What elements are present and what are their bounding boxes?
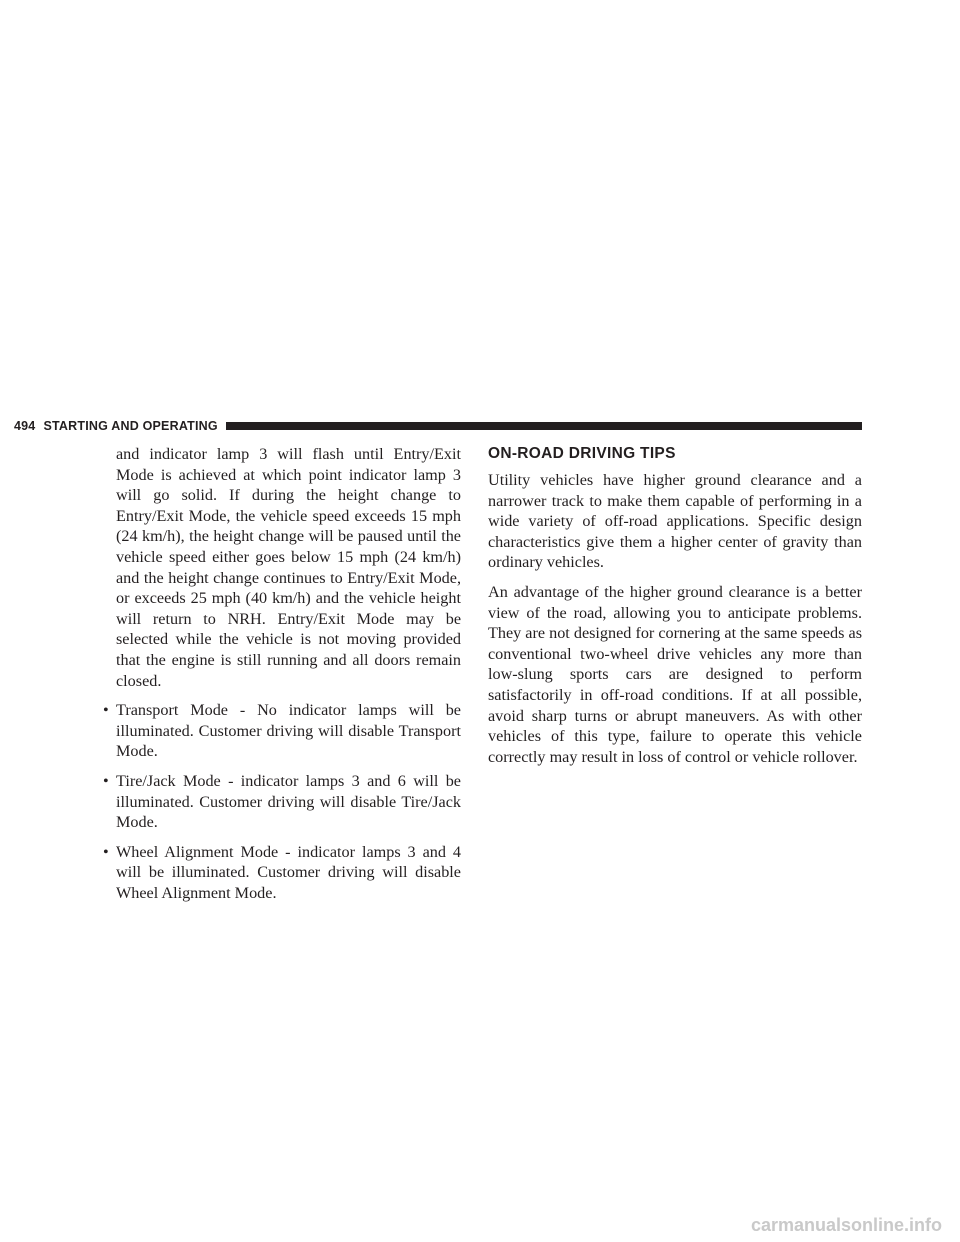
page-header bbox=[14, 418, 862, 434]
mode-list bbox=[103, 700, 461, 903]
list-item-text: Tire/Jack Mode - indicator lamps 3 and 6 will be illuminated. Customer driving will disable Tire/Jack Mode. bbox=[116, 771, 461, 832]
list-item-text: Wheel Alignment Mode - indicator lamps 3 and 4 will be illuminated. Customer driving will disable Wheel Alignment Mode. bbox=[116, 842, 461, 902]
list-item-text: Transport Mode - No indicator lamps will be illuminated. Customer driving will disable Transport Mode. bbox=[116, 701, 461, 761]
intro-paragraph: and indicator lamp 3 will flash until Entry/Exit Mode is achieved at which point indicator lamp 3 will go solid. If during the height change to Entry/Exit Mode, the vehicle speed exceeds 15 mph (24 km/h), the height change will be paused until the vehicle speed either goes below 15 mph (24 km/h) and the height change continues to Entry/Exit Mode, or exceeds 25 mph (40 km/h) and the vehicle height will return to NRH. Entry/Exit Mode may be selected while the vehicle is not moving provided that the engine is still running and all doors remain closed. bbox=[116, 445, 461, 690]
left-column bbox=[103, 444, 461, 912]
section-heading: ON-ROAD DRIVING TIPS bbox=[488, 445, 676, 462]
right-column bbox=[488, 444, 862, 767]
header-rule bbox=[226, 422, 862, 430]
bullet-icon: • bbox=[103, 701, 109, 720]
watermark: carmanualsonline.info bbox=[750, 1215, 942, 1235]
list-item bbox=[103, 842, 461, 904]
section-title: STARTING AND OPERATING bbox=[43, 419, 218, 433]
body-paragraph: An advantage of the higher ground clearance is a better view of the road, allowing you to anticipate problems. They are not designed for cornering at the same speeds as conventional two-wheel drive vehicles any more than low-slung sports cars are designed to perform satisfactorily in off-road conditions. If at all possible, avoid sharp turns or abrupt maneuvers. As with other vehicles of this type, failure to operate this vehicle correctly may result in loss of control or vehicle rollover. bbox=[488, 582, 862, 766]
page-number: 494 bbox=[14, 419, 36, 433]
bullet-icon: • bbox=[103, 771, 109, 790]
list-item bbox=[103, 771, 461, 833]
list-item bbox=[103, 700, 461, 762]
body-paragraph: Utility vehicles have higher ground clearance and a narrower track to make them capable of performing in a wide variety of off-road applications. Specific design characteristics give them a higher center of gravity than ordinary vehicles. bbox=[488, 471, 862, 572]
bullet-icon: • bbox=[103, 842, 109, 861]
